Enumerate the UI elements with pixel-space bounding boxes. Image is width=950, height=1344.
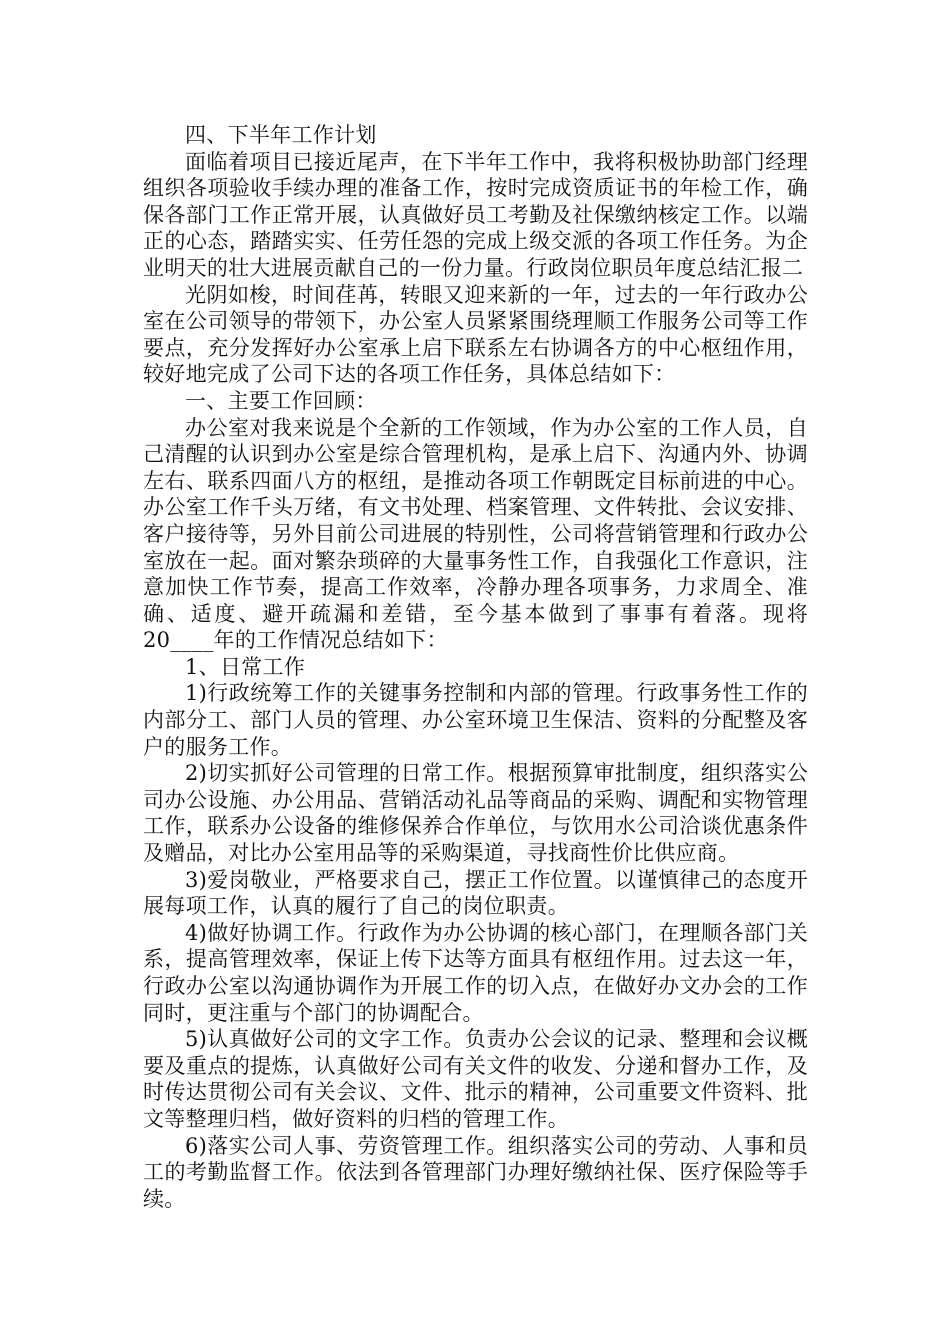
- list-item-2: 2)切实抓好公司管理的日常工作。根据预算审批制度，组织落实公司办公设施、办公用品、营销活动礼品等商品的采购、调配和实物管理工作，联系办公设备的维修保养合作单位，与饮用水公司洽谈优惠条件及赠品，对比办公室用品等的采购渠道，寻找商性价比供应商。: [143, 761, 808, 866]
- paragraph-plan-body: 面临着项目已接近尾声，在下半年工作中，我将积极协助部门经理组织各项验收手续办理的准备工作，按时完成资质证书的年检工作，确保各部门工作正常开展，认真做好员工考勤及社保缴纳核定工作。以端正的心态，踏踏实实、任劳任怨的完成上级交派的各项工作任务。为企业明天的壮大进展贡献自己的一份力量。行政岗位职员年度总结汇报二: [143, 149, 808, 280]
- list-item-4: 4)做好协调工作。行政作为办公协调的核心部门，在理顺各部门关系，提高管理效率，保证上传下达等方面具有枢纽作用。过去这一年，行政办公室以沟通协调作为开展工作的切入点，在做好办文办会的工作同时，更注重与个部门的协调配合。: [143, 920, 808, 1025]
- list-item-6: 6)落实公司人事、劳资管理工作。组织落实公司的劳动、人事和员工的考勤监督工作。依法到各管理部门办理好缴纳社保、医疗保险等手续。: [143, 1133, 808, 1211]
- paragraph-office-overview: 办公室对我来说是个全新的工作领域，作为办公室的工作人员，自己清醒的认识到办公室是综合管理机构，是承上启下、沟通内外、协调左右、联系四面八方的枢纽，是推动各项工作朝既定目标前进的中心。办公室工作千头万绪，有文书处理、档案管理、文件转批、会议安排、客户接待等，另外目前公司进展的特别性，公司将营销管理和行政办公室放在一起。面对繁杂琐碎的大量事务性工作，自我强化工作意识，注意加快工作节奏，提高工作效率，冷静办理各项事务，力求周全、准确、适度、避开疏漏和差错，至今基本做到了事事有着落。现将20____年的工作情况总结如下：: [143, 415, 808, 653]
- paragraph-intro: 光阴如梭，时间荏苒，转眼又迎来新的一年，过去的一年行政办公室在公司领导的带领下，办公室人员紧紧围绕理顺工作服务公司等工作要点，充分发挥好办公室承上启下联系左右协调各方的中心枢纽作用，较好地完成了公司下达的各项工作任务，具体总结如下：: [143, 282, 808, 387]
- document-body: [143, 122, 808, 1212]
- section-heading-plan: 四、下半年工作计划: [185, 123, 377, 147]
- list-item-5: 5)认真做好公司的文字工作。负责办公会议的记录、整理和会议概要及重点的提炼，认真做好公司有关文件的收发、分递和督办工作，及时传达贯彻公司有关会议、文件、批示的精神，公司重要文件资料、批文等整理归档，做好资料的归档的管理工作。: [143, 1027, 808, 1131]
- subsection-heading-daily-work: 1、日常工作: [185, 654, 306, 679]
- list-item-1: 1)行政统筹工作的关键事务控制和内部的管理。行政事务性工作的内部分工、部门人员的管理、办公室环境卫生保洁、资料的分配整及客户的服务工作。: [143, 681, 808, 759]
- section-heading-review: 一、主要工作回顾：: [185, 388, 377, 413]
- list-item-3: 3)爱岗敬业，严格要求自己，摆正工作位置。以谨慎律己的态度开展每项工作，认真的履行了自己的岗位职责。: [143, 867, 808, 919]
